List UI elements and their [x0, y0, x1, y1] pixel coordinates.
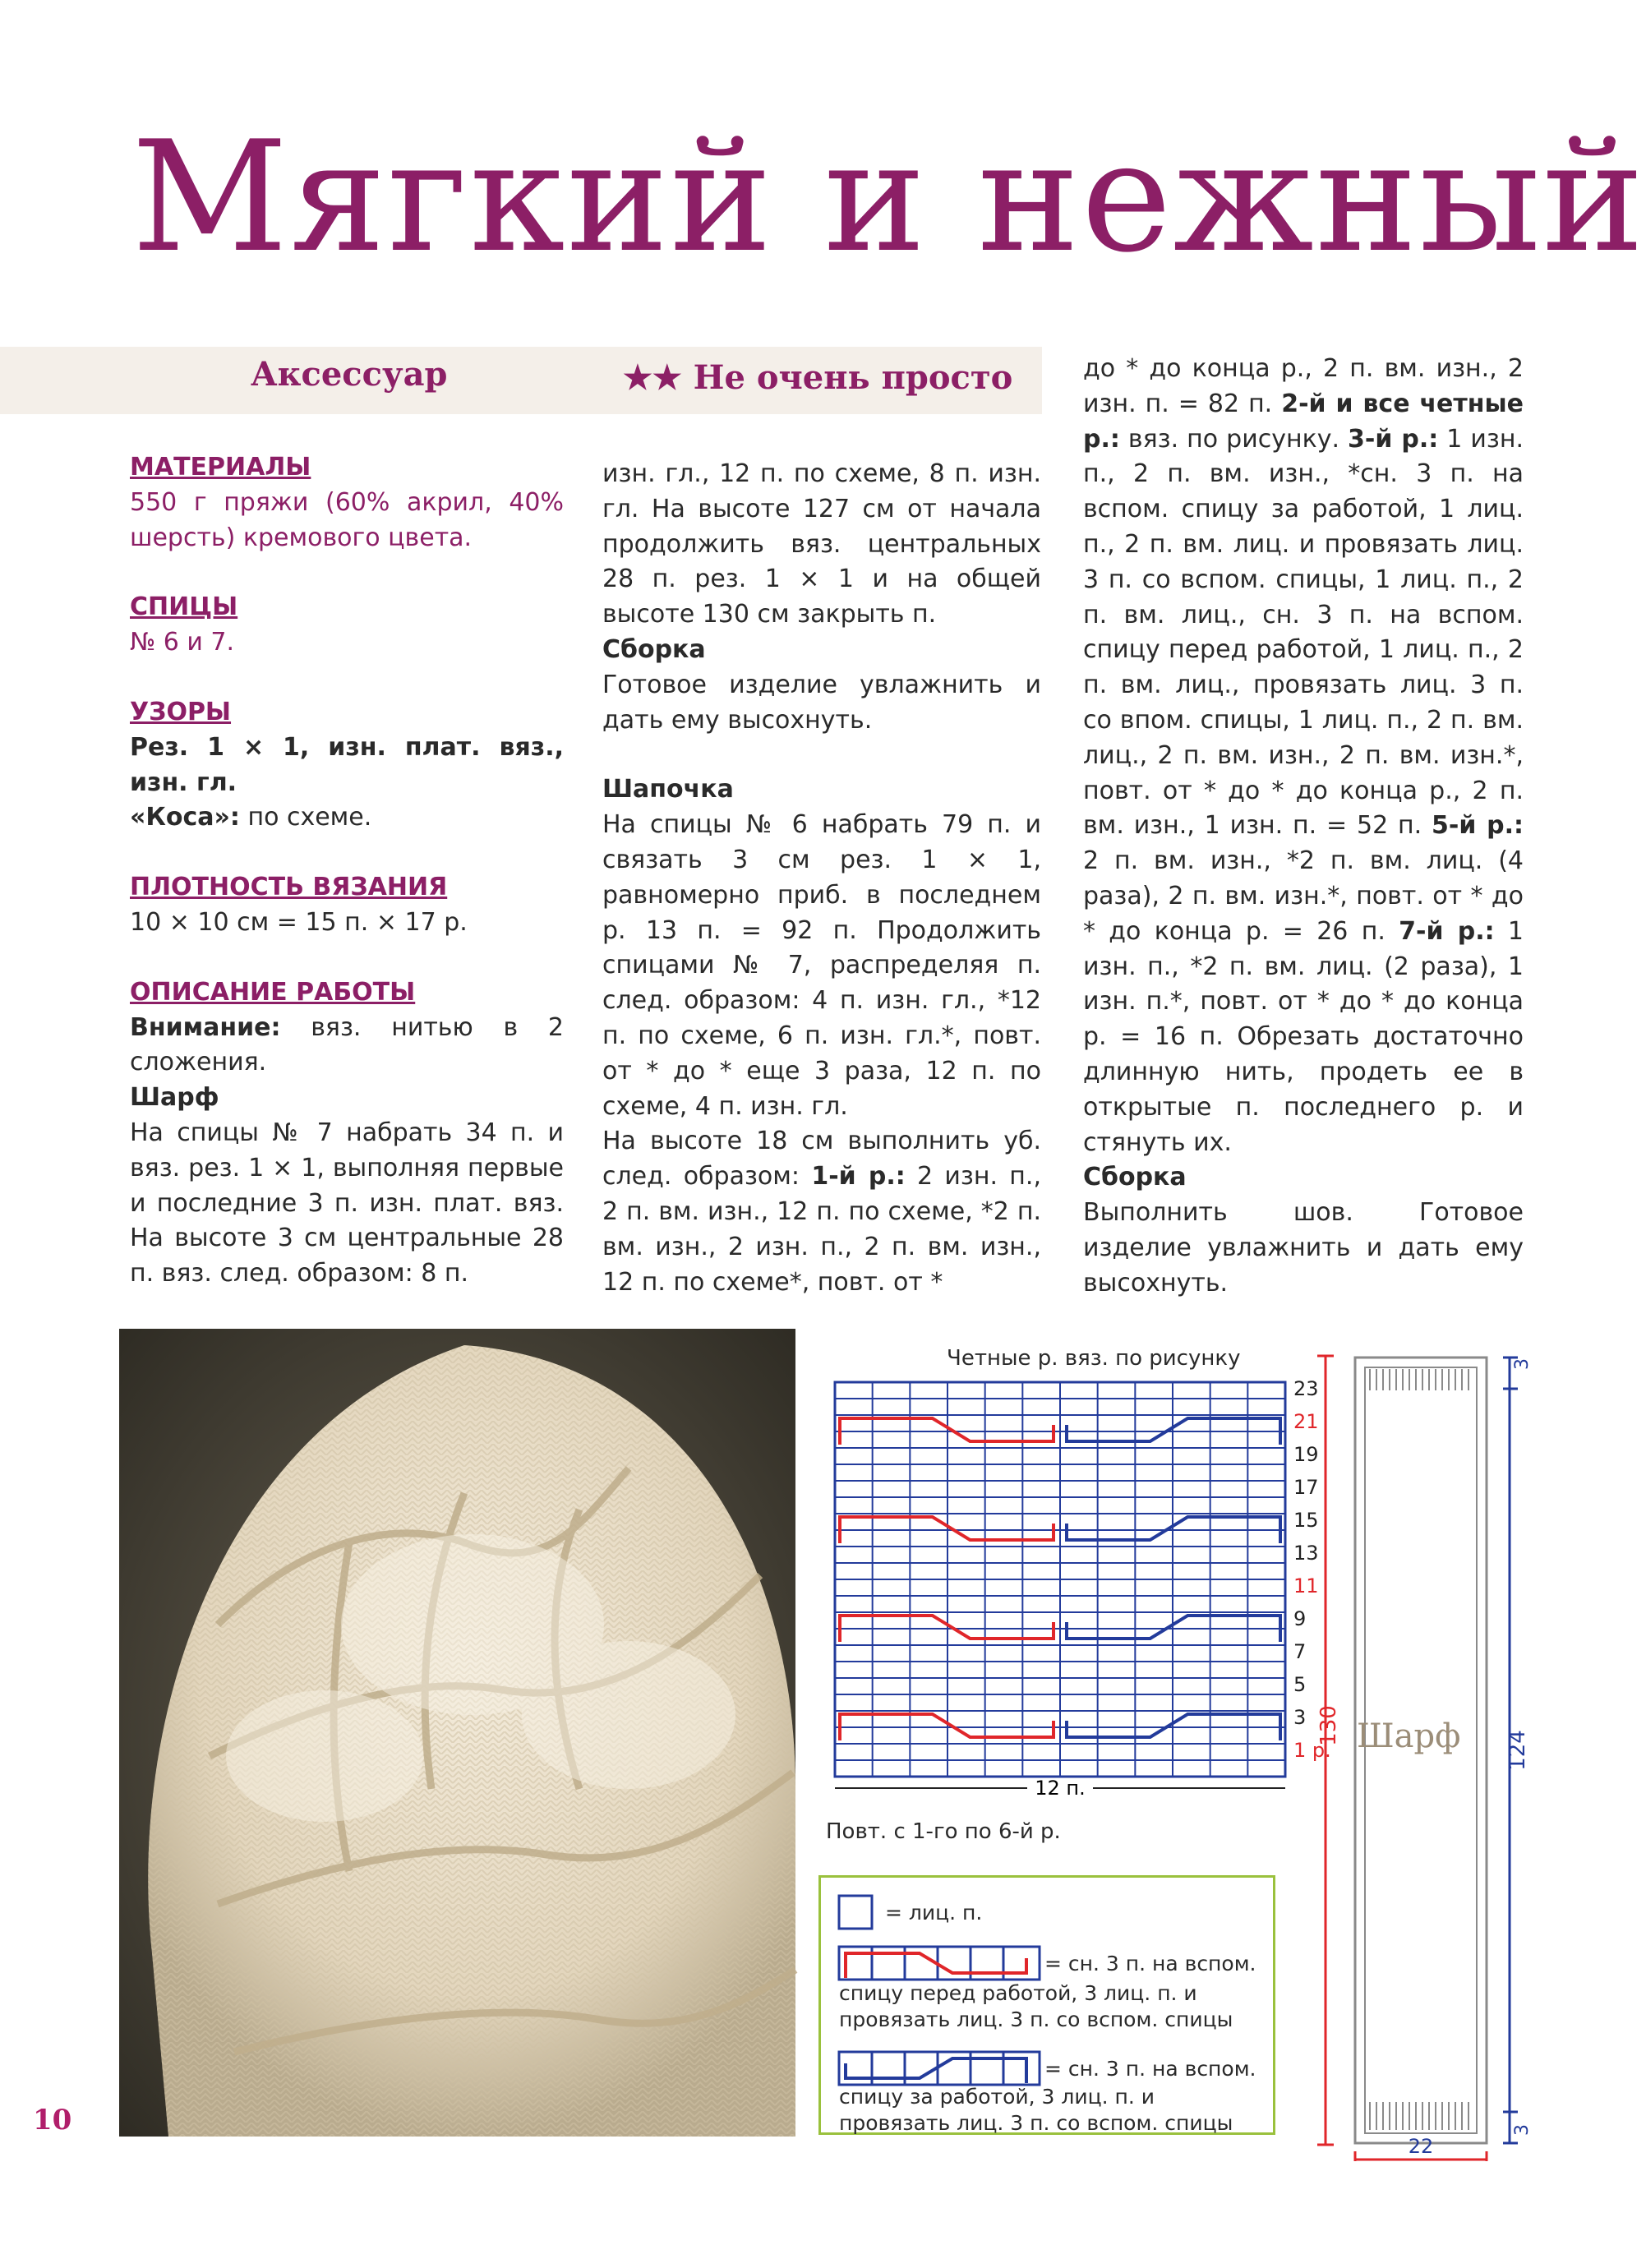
hat-text-2: На высоте 18 см выполнить уб. след. образом: 1-й р.: 2 изн. п., 2 п. вм. изн., 12 п. по схеме, *2 п. вм. изн., 2 изн. п., 2 п. вм. изн., 12 п. по схеме*, повт. от *	[602, 1127, 1041, 1297]
difficulty-text: Не очень просто	[693, 358, 1013, 397]
assembly2-text: Выполнить шов. Готовое изделие увлажнить и дать ему высохнуть.	[1083, 1198, 1524, 1298]
row-label: 9	[1293, 1607, 1307, 1630]
hat-heading: Шапочка	[602, 775, 734, 804]
materials-heading: МАТЕРИАЛЫ	[130, 453, 311, 482]
front-cross-symbol-icon	[837, 1945, 1041, 1981]
legend-back-cross-1: = сн. 3 п. на вспом.	[1044, 2057, 1256, 2081]
work-heading: ОПИСАНИЕ РАБОТЫ	[130, 977, 416, 1007]
page-number: 10	[33, 2104, 72, 2137]
back-cross-symbol-icon	[837, 2050, 1041, 2086]
row-label: 11	[1293, 1574, 1319, 1597]
row-label: 7	[1293, 1640, 1307, 1663]
legend-front-cross-3: провязать лиц. 3 п. со вспом. спицы	[839, 2008, 1233, 2031]
row-label: 3	[1293, 1706, 1307, 1729]
knit-symbol-icon	[837, 1894, 874, 1930]
length-total-label: 130	[1316, 1705, 1341, 1746]
patterns-line: Рез. 1 × 1, изн. плат. вяз., изн. гл.	[130, 732, 564, 797]
end-top-label: 3	[1512, 1358, 1533, 1370]
scarf-text-part1: На спицы № 7 набрать 34 п. и вяз. рез. 1 × 1, выполняя первые и последние 3 п. изн. плат. вяз. На высоте 3 см центральные 28 п. вяз. след. образом: 8 п.	[130, 1118, 564, 1288]
legend-knit: = лиц. п.	[885, 1901, 983, 1925]
column-3	[1083, 352, 1524, 1302]
hat-text-3: до * до конца р., 2 п. вм. изн., 2 изн. п. = 82 п. 2-й и все четные р.: вяз. по рисунку. 3-й р.: 1 изн. п., 2 п. вм. изн., *сн. 3 п. на вспом. спицу за работой, 1 лиц. п., 2 п. вм. лиц. и провязать лиц. 3 п. со вспом. спицы, 1 лиц. п., 2 п. вм. лиц., сн. 3 п. на вспом. спицу перед работой, 1 лиц. п., 2 п. вм. лиц., провязать лиц. 3 п. со впом. спицы, 1 лиц. п., 2 п. вм. лиц., 2 п. вм. изн., 2 п. вм. изн.*, повт. от * до * до конца р., 2 п. вм. изн., 1 изн. п. = 52 п. 5-й р.: 2 п. вм. изн., *2 п. вм. лиц. (4 раза), 2 п. вм. изн.*, повт. от * до * до конца р. = 26 п. 7-й р.: 1 изн. п., *2 п. вм. лиц. (2 раза), 1 изн. п.*, повт. от * до * до конца р. = 16 п. Обрезать достаточно длинную нить, продеть ее в открытые п. последнего р. и стянуть их.	[1083, 354, 1524, 1157]
assembly-heading: Сборка	[602, 634, 706, 664]
page-title: Мягкий и нежный	[131, 108, 1646, 286]
patterns-kosa: «Коса»: по схеме.	[130, 803, 372, 832]
chart-legend	[818, 1875, 1275, 2135]
column-1	[130, 450, 564, 1292]
row-label: 19	[1293, 1443, 1319, 1466]
row-label: 21	[1293, 1410, 1319, 1433]
hat-text-1: На спицы № 6 набрать 79 п. и связать 3 см рез. 1 × 1, равномерно приб. в последнем р. 13 п. = 92 п. Продолжить спицами № 7, распределяя п. след. образом: 4 п. изн. гл., *12 п. по схеме, 6 п. изн. гл.*, повт. от * до * еще 3 раза, 12 п. по схеме, 4 п. изн. гл.	[602, 810, 1041, 1121]
chart-caption: Четные р. вяз. по рисунку	[947, 1346, 1241, 1371]
legend-front-cross-2: спицу перед работой, 3 лиц. п. и	[839, 1981, 1197, 2005]
row-label: 23	[1293, 1377, 1319, 1400]
materials-text: 550 г пряжи (60% акрил, 40% шерсть) кремового цвета.	[130, 487, 564, 552]
scarf-heading: Шарф	[130, 1083, 219, 1113]
legend-back-cross-3: провязать лиц. 3 п. со вспом. спицы	[839, 2111, 1233, 2135]
repeat-note: Повт. с 1-го по 6-й р.	[826, 1819, 1061, 1844]
legend-back-cross-2: спицу за работой, 3 лиц. п. и	[839, 2085, 1155, 2109]
length-mid-label: 124	[1505, 1730, 1530, 1771]
end-bottom-label: 3	[1512, 2124, 1533, 2136]
row-label: 5	[1293, 1673, 1307, 1696]
scarf-text-part2: изн. гл., 12 п. по схеме, 8 п. изн. гл. На высоте 127 см от начала продолжить вяз. центральных 28 п. рез. 1 × 1 и на общей высоте 130 см закрыть п.	[602, 459, 1041, 629]
row-label: 13	[1293, 1542, 1319, 1565]
attention-text: Внимание: вяз. нитью в 2 сложения.	[130, 1012, 564, 1077]
scarf-label: Шарф	[1357, 1717, 1461, 1755]
row-label: 17	[1293, 1476, 1319, 1499]
assembly-text: Готовое изделие увлажнить и дать ему высохнуть.	[602, 670, 1041, 735]
legend-front-cross-1: = сн. 3 п. на вспом.	[1044, 1952, 1256, 1975]
gauge-text: 10 × 10 см = 15 п. × 17 р.	[130, 907, 468, 937]
difficulty-stars: ★★	[623, 358, 682, 397]
patterns-heading: УЗОРЫ	[130, 697, 232, 726]
row-label: 15	[1293, 1509, 1319, 1532]
category-label: Аксессуар	[251, 355, 448, 394]
difficulty-label	[623, 358, 1012, 397]
column-2	[602, 457, 1041, 1300]
needles-text: № 6 и 7.	[130, 628, 235, 657]
width-label: 22	[1408, 2135, 1434, 2158]
chart-width-label: 12 п.	[1035, 1777, 1086, 1800]
needles-heading: СПИЦЫ	[130, 592, 238, 622]
row-label: 1 р.	[1293, 1739, 1331, 1762]
hat-photo	[119, 1329, 795, 2137]
assembly2-heading: Сборка	[1083, 1163, 1187, 1192]
gauge-heading: ПЛОТНОСТЬ ВЯЗАНИЯ	[130, 873, 448, 902]
